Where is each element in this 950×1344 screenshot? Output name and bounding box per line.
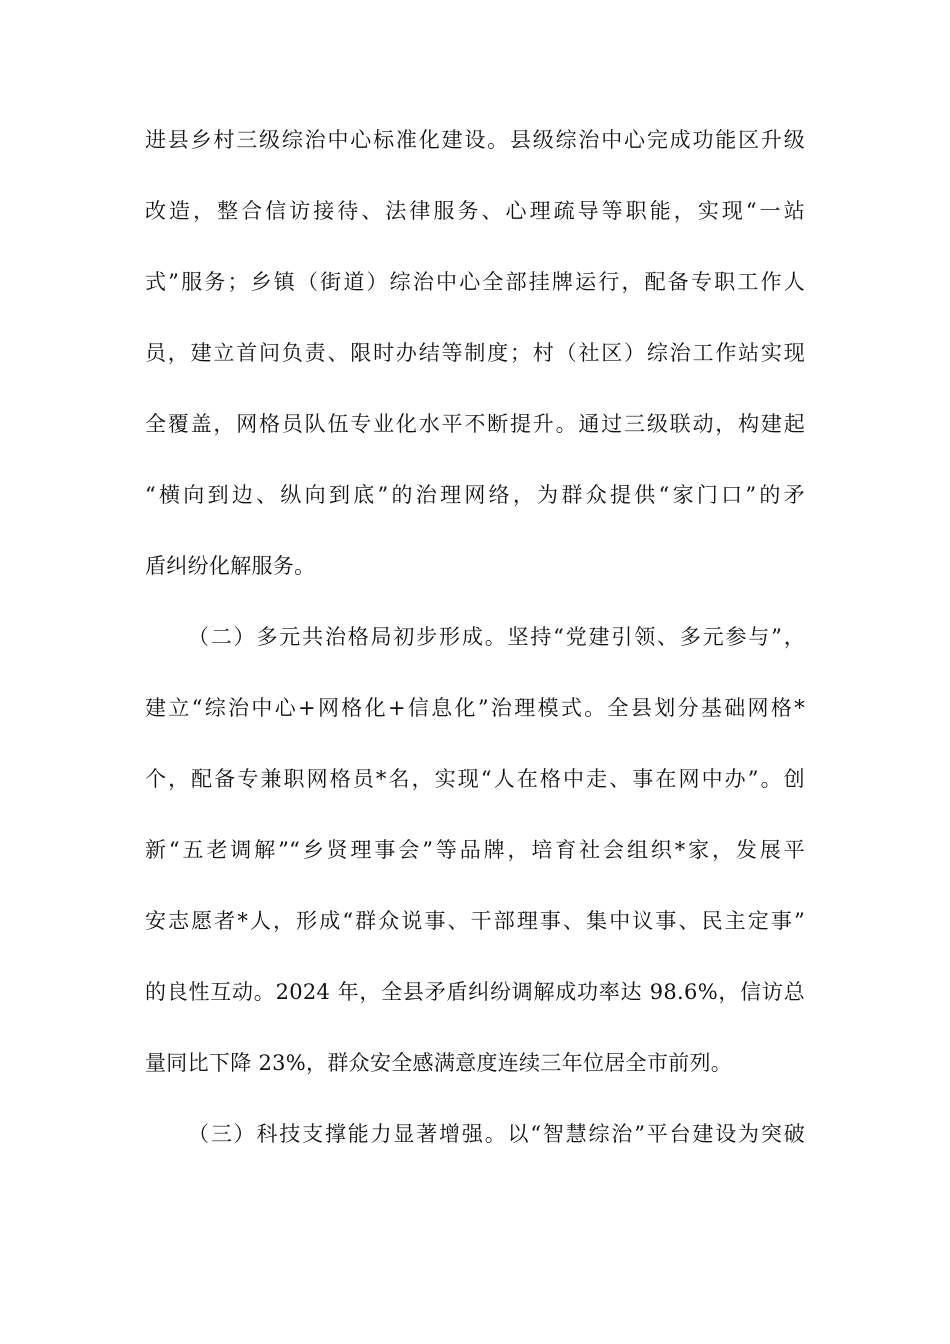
text-line-9: 建立“综治中心+网格化+信息化”治理模式。全县划分基础网格* [145, 696, 805, 720]
text-line-4: 员，建立首问负责、限时办结等制度；村（社区）综治工作站实现 [145, 341, 805, 365]
text-line-5: 全覆盖，网格员队伍专业化水平不断提升。通过三级联动，构建起 [145, 412, 805, 436]
text-line-10: 个，配备专兼职网格员*名，实现“人在格中走、事在网中办”。创 [145, 767, 805, 791]
text-line-7: 盾纠纷化解服务。 [145, 554, 316, 578]
text-line-8: （二）多元共治格局初步形成。坚持“党建引领、多元参与”， [188, 625, 805, 649]
text-line-2: 改造，整合信访接待、法律服务、心理疏导等职能，实现“一站 [145, 199, 805, 223]
text-line-15: （三）科技支撑能力显著增强。以“智慧综治”平台建设为突破 [188, 1122, 805, 1146]
text-line-3: 式”服务；乡镇（街道）综治中心全部挂牌运行，配备专职工作人 [145, 270, 805, 294]
text-line-1: 进县乡村三级综治中心标准化建设。县级综治中心完成功能区升级 [145, 128, 805, 152]
text-line-6: “横向到边、纵向到底”的治理网络，为群众提供“家门口”的矛 [145, 483, 805, 507]
text-line-13: 的良性互动。2024 年，全县矛盾纠纷调解成功率达 98.6%，信访总 [145, 980, 805, 1004]
text-line-14: 量同比下降 23%，群众安全感满意度连续三年位居全市前列。 [145, 1051, 733, 1075]
text-line-12: 安志愿者*人，形成“群众说事、干部理事、集中议事、民主定事” [145, 909, 805, 933]
text-line-11: 新“五老调解”“乡贤理事会”等品牌，培育社会组织*家，发展平 [145, 838, 805, 862]
